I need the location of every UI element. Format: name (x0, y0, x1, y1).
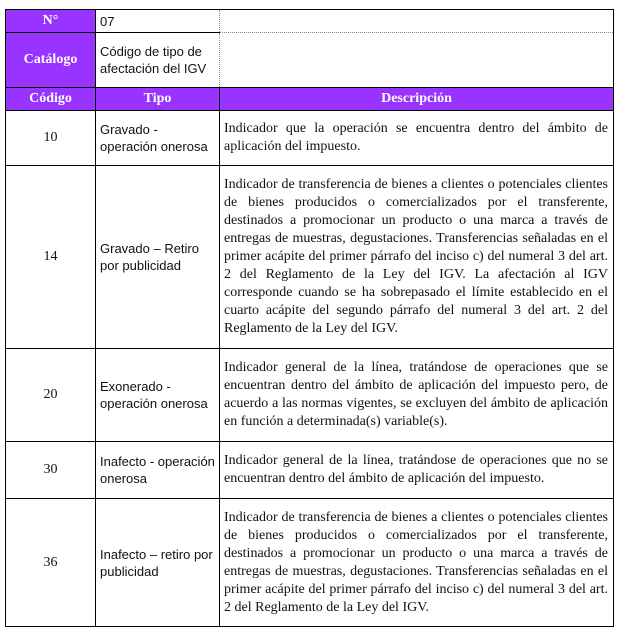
row-type: Gravado - operación onerosa (96, 111, 220, 166)
row-code: 10 (6, 111, 96, 166)
igv-catalog-table-wrapper (5, 9, 613, 627)
row-type: Inafecto – retiro por publicidad (96, 499, 220, 627)
row-code: 30 (6, 442, 96, 499)
row-code: 14 (6, 166, 96, 349)
igv-catalog-table (5, 9, 614, 627)
number-empty-cell (220, 10, 614, 33)
column-header-description: Descripción (220, 88, 614, 111)
number-row (6, 10, 614, 33)
catalog-label: Catálogo (6, 33, 96, 88)
column-header-type: Tipo (96, 88, 220, 111)
catalog-value: Código de tipo de afectación del IGV (96, 33, 220, 88)
row-description: Indicador de transferencia de bienes a clientes o potenciales clientes de bienes producidos o comercializados por el transferente, destinados a promocionar un producto o una marca a través de entregas de muestras, degustaciones. Transferencias señaladas en el primer acápite del primer párrafo del inciso c) del numeral 3 del art. 2 del Reglamento de la Ley del IGV. (220, 499, 614, 627)
number-value: 07 (96, 10, 220, 33)
catalog-empty-cell (220, 33, 614, 88)
column-header-code: Código (6, 88, 96, 111)
table-row (6, 442, 614, 499)
number-label: N° (6, 10, 96, 33)
table-row (6, 349, 614, 442)
row-description: Indicador de transferencia de bienes a clientes o potenciales clientes de bienes producidos o comercializados por el transferente, destinados a promocionar un producto o una marca a través de entregas de muestras, degustaciones. Transferencias señaladas en el primer acápite del primer párrafo del inciso c) del numeral 3 del art. 2 del Reglamento de la Ley del IGV. La afectación al IGV corresponde cuando se ha sobrepasado el límite establecido en el cuarto acápite del segundo párrafo del numeral 3 del art. 2 del Reglamento de la Ley del IGV. (220, 166, 614, 349)
row-description: Indicador general de la línea, tratándose de operaciones que no se encuentran dentro del ámbito de aplicación del impuesto. (220, 442, 614, 499)
row-type: Gravado – Retiro por publicidad (96, 166, 220, 349)
table-row (6, 166, 614, 349)
catalog-row (6, 33, 614, 88)
row-type: Inafecto - operación onerosa (96, 442, 220, 499)
row-code: 36 (6, 499, 96, 627)
row-description: Indicador general de la línea, tratándose de operaciones que se encuentran dentro del ámbito de aplicación del impuesto pero, de acuerdo a las normas vigentes, se excluyen del ámbito de aplicación en función a determinada(s) variable(s). (220, 349, 614, 442)
row-type: Exonerado - operación onerosa (96, 349, 220, 442)
row-description: Indicador que la operación se encuentra dentro del ámbito de aplicación del impuesto. (220, 111, 614, 166)
row-code: 20 (6, 349, 96, 442)
table-row (6, 111, 614, 166)
table-row (6, 499, 614, 627)
column-header-row (6, 88, 614, 111)
